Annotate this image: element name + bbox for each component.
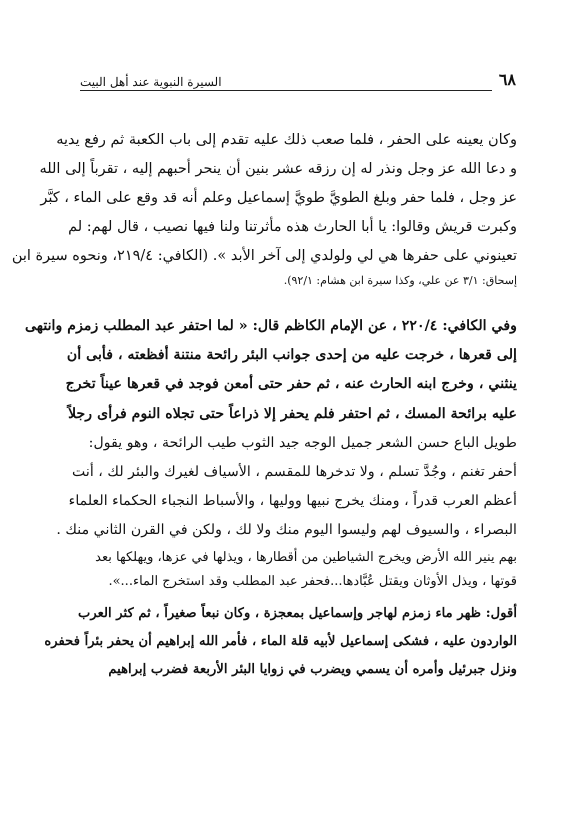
text-line: عز وجل ، فلما حفر وبلغ الطويَّ طويَّ إسماعيل وعلم أنه قد وقع على الماء ، كبَّر — [40, 190, 517, 206]
text-line: أحفر تغنم ، وجُدَّ تسلم ، ولا تدخرها للمقسم ، الأسياف لغيرك والبئر لك ، أنت — [71, 464, 517, 481]
text-line: و دعا الله عز وجل ونذر له إن رزقه عشر بنين أن ينحر أحبهم إليه ، تقرباً إلى الله — [39, 161, 517, 177]
running-title: السيرة النبوية عند أهل البيت — [80, 75, 222, 89]
paragraph-1 — [11, 126, 517, 291]
text-line: قوتها ، ويذل الأوثان ويقتل عُبَّادها...فحفر عبد المطلب وقد استخرج الماء...». — [108, 573, 517, 589]
paragraph-2 — [24, 312, 517, 594]
header-rule — [80, 90, 492, 91]
page-number: ٦٨ — [498, 70, 516, 89]
text-line: وفي الكافي: ٢٢٠/٤ ، عن الإمام الكاظم قال: « لما احتفر عبد المطلب زمزم وانتهى — [24, 318, 517, 334]
text-line: بهم ينير الله الأرض ويخرج الشياطين من أقطارها ، ويذلها في عزها، ويهلكها بعد — [95, 549, 517, 565]
paragraph-3 — [44, 600, 517, 684]
text-line: أعظم العرب قدراً ، ومنك يخرج نبيها ووليها ، والأسباط النجباء الحكماء العلماء — [68, 493, 517, 510]
running-header — [80, 70, 516, 89]
citation-line: إسحاق: ٣/١ عن علي، وكذا سيرة ابن هشام: ٩٢/١). — [283, 274, 517, 287]
text-line: الواردون عليه ، فشكى إسماعيل لأبيه قلة الماء ، فأمر الله إبراهيم أن يحفر بئراً فحفره — [44, 634, 517, 649]
text-line: أقول: ظهر ماء زمزم لهاجر وإسماعيل بمعجزة ، وكان نبعاً صغيراً ، ثم كثر العرب — [77, 606, 517, 621]
text-line: البصراء ، والسيوف لهم وليسوا اليوم منك ولا لك ، ولكن في القرن الثاني منك . — [56, 522, 517, 539]
text-line: عليه برائحة المسك ، ثم احتفر فلم يحفر إلا ذراعاً حتى تجلاه النوم فرأى رجلاً — [68, 405, 517, 422]
text-line: وكبرت قريش وقالوا: يا أبا الحارث هذه مأثرتنا ولنا فيها نصيب ، قال لهم: لم — [68, 219, 517, 235]
text-line: طويل الباع حسن الشعر جميل الوجه جيد الثوب طيب الرائحة ، وهو يقول: — [88, 434, 517, 451]
text-line: ينثني ، وخرج ابنه الحارث عنه ، ثم حفر حتى أمعن فوجد في قعرها عيناً تخرج — [65, 376, 517, 393]
text-line: ونزل جبرئيل وأمره أن يسمي ويضرب في زوايا البئر الأربعة فضرب إبراهيم — [108, 662, 517, 677]
text-line: إلى قعرها ، خرجت عليه من إحدى جوانب البئر رائحة منتنة أفظعته ، فأبى أن — [66, 347, 517, 364]
text-line: وكان يعينه على الحفر ، فلما صعب ذلك عليه تقدم إلى باب الكعبة ثم رفع يديه — [56, 132, 517, 148]
text-line: تعينوني على حفرها هي لي ولولدي إلى آخر الأبد ». (الكافي: ٢١٩/٤، ونحوه سيرة ابن — [11, 248, 517, 264]
